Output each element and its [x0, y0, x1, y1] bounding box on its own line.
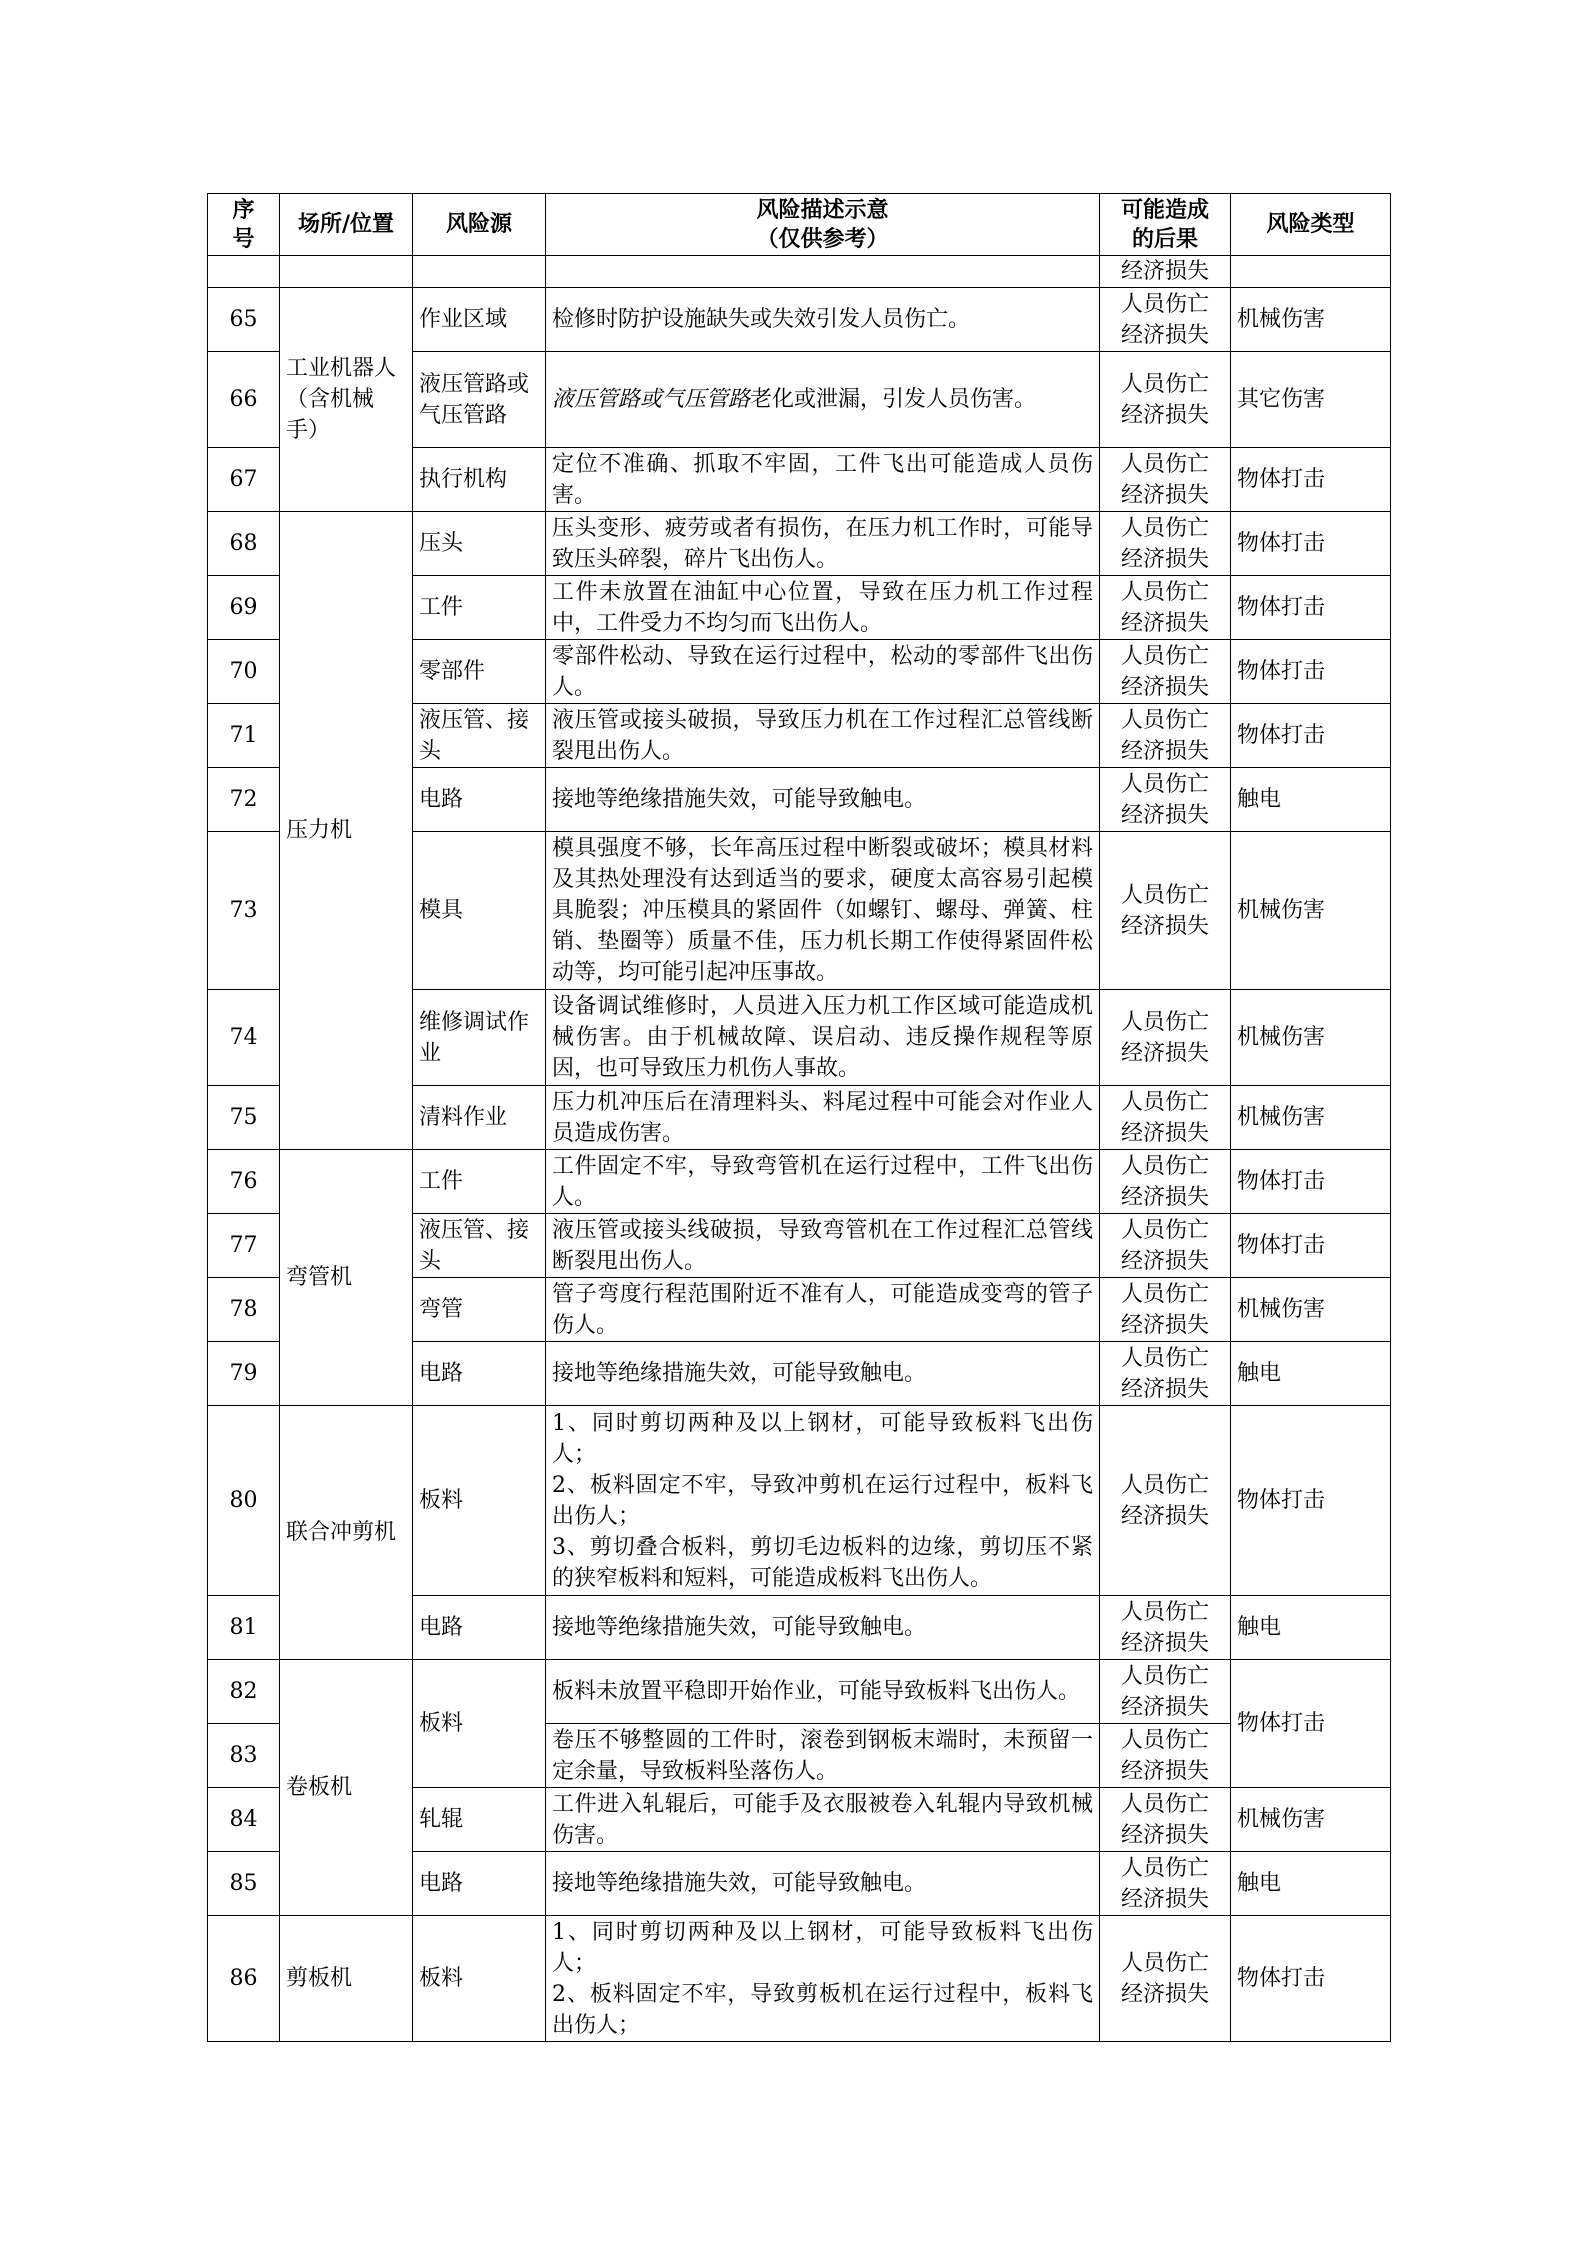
cell-source: 执行机构 [413, 448, 546, 512]
cell-no: 65 [208, 288, 280, 352]
header-location: 场所/位置 [280, 194, 413, 256]
cell-consequence [1100, 832, 1231, 990]
cell-type: 其它伤害 [1231, 352, 1391, 448]
cell-source: 电路 [413, 1342, 546, 1406]
consequence-line: 经济损失 [1120, 402, 1209, 428]
consequence-line: 人员伤亡 [1120, 1009, 1209, 1035]
cell-no: 83 [208, 1724, 280, 1788]
cell-consequence [1100, 640, 1231, 704]
cell-location: 剪板机 [280, 1916, 413, 2042]
cell-type: 物体打击 [1231, 1660, 1391, 1788]
cell-consequence [1100, 1086, 1231, 1150]
consequence-line: 人员伤亡 [1120, 1153, 1209, 1179]
consequence-line: 经济损失 [1120, 1376, 1209, 1402]
consequence-line: 经济损失 [1120, 1184, 1209, 1210]
description-text: 老化或泄漏，引发人员伤害。 [750, 387, 1037, 412]
cell-source: 板料 [413, 1660, 546, 1788]
cell-description: 接地等绝缘措施失效，可能导致触电。 [546, 1596, 1100, 1660]
table-row [208, 1150, 1391, 1214]
consequence-line: 人员伤亡 [1120, 1599, 1209, 1625]
consequence-line: 人员伤亡 [1120, 1855, 1209, 1881]
consequence-line: 经济损失 [1120, 482, 1209, 508]
cell-type: 触电 [1231, 768, 1391, 832]
consequence-line: 经济损失 [1120, 1981, 1209, 2007]
cell-location: 弯管机 [280, 1150, 413, 1406]
consequence-line: 人员伤亡 [1120, 1663, 1209, 1689]
consequence-line: 人员伤亡 [1120, 1950, 1209, 1976]
cell-source: 轧辊 [413, 1788, 546, 1852]
consequence-line: 经济损失 [1120, 1694, 1209, 1720]
cell-consequence [1100, 1406, 1231, 1596]
cell-consequence [1100, 352, 1231, 448]
consequence-line: 人员伤亡 [1120, 1472, 1209, 1498]
cell-type [1231, 256, 1391, 288]
cell-type: 机械伤害 [1231, 990, 1391, 1086]
consequence-line: 经济损失 [1120, 1630, 1209, 1656]
consequence-line: 人员伤亡 [1120, 1281, 1209, 1307]
cell-type: 物体打击 [1231, 448, 1391, 512]
cell-consequence [1100, 1724, 1231, 1788]
cell-source: 清料作业 [413, 1086, 546, 1150]
consequence-line: 经济损失 [1120, 610, 1209, 636]
cell-type: 机械伤害 [1231, 1278, 1391, 1342]
cell-no: 70 [208, 640, 280, 704]
cell-type: 物体打击 [1231, 1150, 1391, 1214]
cell-source: 电路 [413, 1596, 546, 1660]
cell-no: 66 [208, 352, 280, 448]
table-row [208, 1406, 1391, 1596]
cell-consequence [1100, 990, 1231, 1086]
consequence-line: 经济损失 [1120, 546, 1209, 572]
cell-description: 压力机冲压后在清理料头、料尾过程中可能会对作业人员造成伤害。 [546, 1086, 1100, 1150]
cell-no [208, 256, 280, 288]
cell-consequence [1100, 1214, 1231, 1278]
cell-no: 72 [208, 768, 280, 832]
cell-type: 机械伤害 [1231, 832, 1391, 990]
cell-description: 定位不准确、抓取不牢固，工件飞出可能造成人员伤害。 [546, 448, 1100, 512]
cell-description: 工件未放置在油缸中心位置，导致在压力机工作过程中，工件受力不均匀而飞出伤人。 [546, 576, 1100, 640]
consequence-line: 人员伤亡 [1120, 643, 1209, 669]
cell-source: 模具 [413, 832, 546, 990]
cell-no: 85 [208, 1852, 280, 1916]
cell-no: 73 [208, 832, 280, 990]
cell-type: 物体打击 [1231, 512, 1391, 576]
cell-no: 77 [208, 1214, 280, 1278]
cell-no: 71 [208, 704, 280, 768]
cell-type: 触电 [1231, 1596, 1391, 1660]
consequence-line: 人员伤亡 [1120, 579, 1209, 605]
cell-type: 物体打击 [1231, 640, 1391, 704]
cell-location: 工业机器人（含机械手） [280, 288, 413, 512]
cell-description: 管子弯度行程范围附近不准有人，可能造成变弯的管子伤人。 [546, 1278, 1100, 1342]
consequence-line: 经济损失 [1120, 1312, 1209, 1338]
cell-no: 67 [208, 448, 280, 512]
cell-source: 电路 [413, 1852, 546, 1916]
cell-consequence [1100, 1788, 1231, 1852]
cell-consequence [1100, 1660, 1231, 1724]
header-type: 风险类型 [1231, 194, 1391, 256]
cell-description [546, 256, 1100, 288]
cell-location [280, 256, 413, 288]
cell-no: 81 [208, 1596, 280, 1660]
consequence-line: 人员伤亡 [1120, 1089, 1209, 1115]
header-description: 风险描述示意 （仅供参考） [546, 194, 1100, 256]
consequence-line: 经济损失 [1120, 802, 1209, 828]
consequence-line: 人员伤亡 [1120, 882, 1209, 908]
cell-source: 电路 [413, 768, 546, 832]
consequence-line: 人员伤亡 [1120, 1791, 1209, 1817]
cell-source: 板料 [413, 1406, 546, 1596]
cell-consequence [1100, 1342, 1231, 1406]
cell-description: 压头变形、疲劳或者有损伤，在压力机工作时，可能导致压头碎裂，碎片飞出伤人。 [546, 512, 1100, 576]
cell-type: 物体打击 [1231, 704, 1391, 768]
cell-no: 82 [208, 1660, 280, 1724]
cell-no: 80 [208, 1406, 280, 1596]
cell-source: 零部件 [413, 640, 546, 704]
cell-description: 卷压不够整圆的工件时，滚卷到钢板末端时，未预留一定余量，导致板料坠落伤人。 [546, 1724, 1100, 1788]
description-italic: 液压管路或气压管路 [552, 387, 751, 412]
consequence-line: 经济损失 [1120, 1040, 1209, 1066]
cell-consequence [1100, 768, 1231, 832]
cell-no: 68 [208, 512, 280, 576]
cell-description: 零部件松动、导致在运行过程中，松动的零部件飞出伤人。 [546, 640, 1100, 704]
table-row [208, 1916, 1391, 2042]
table-row [208, 1660, 1391, 1724]
cell-consequence [1100, 448, 1231, 512]
cell-no: 84 [208, 1788, 280, 1852]
consequence-line: 人员伤亡 [1120, 771, 1209, 797]
cell-type: 触电 [1231, 1852, 1391, 1916]
cell-description: 液压管或接头破损，导致压力机在工作过程汇总管线断裂甩出伤人。 [546, 704, 1100, 768]
cell-consequence [1100, 704, 1231, 768]
consequence-line: 人员伤亡 [1120, 515, 1209, 541]
consequence-line: 经济损失 [1120, 1886, 1209, 1912]
consequence-line: 经济损失 [1120, 1120, 1209, 1146]
cell-source: 板料 [413, 1916, 546, 2042]
cell-consequence [1100, 1278, 1231, 1342]
table-row [208, 288, 1391, 352]
cell-description: 工件进入轧辊后，可能手及衣服被卷入轧辊内导致机械伤害。 [546, 1788, 1100, 1852]
cell-type: 物体打击 [1231, 1214, 1391, 1278]
header-consequence: 可能造成 的后果 [1100, 194, 1231, 256]
consequence-line: 人员伤亡 [1120, 451, 1209, 477]
consequence-line: 经济损失 [1120, 913, 1209, 939]
cell-description: 1、同时剪切两种及以上钢材，可能导致板料飞出伤人； 2、板料固定不牢，导致剪板机在运行过程中，板料飞出伤人； [546, 1916, 1100, 2042]
cell-description: 工件固定不牢，导致弯管机在运行过程中，工件飞出伤人。 [546, 1150, 1100, 1214]
cell-type: 机械伤害 [1231, 1788, 1391, 1852]
consequence-line: 人员伤亡 [1120, 1217, 1209, 1243]
cell-no: 74 [208, 990, 280, 1086]
consequence-line: 人员伤亡 [1120, 371, 1209, 397]
cell-source: 液压管路或气压管路 [413, 352, 546, 448]
consequence-line: 经济损失 [1120, 674, 1209, 700]
cell-consequence [1100, 1596, 1231, 1660]
cell-type: 物体打击 [1231, 576, 1391, 640]
cell-no: 75 [208, 1086, 280, 1150]
cell-source: 弯管 [413, 1278, 546, 1342]
cell-description: 板料未放置平稳即开始作业，可能导致板料飞出伤人。 [546, 1660, 1100, 1724]
cell-source: 作业区域 [413, 288, 546, 352]
cell-source: 工件 [413, 576, 546, 640]
consequence-line: 经济损失 [1120, 1248, 1209, 1274]
cell-description: 接地等绝缘措施失效，可能导致触电。 [546, 1342, 1100, 1406]
header-source: 风险源 [413, 194, 546, 256]
consequence-line: 经济损失 [1120, 322, 1209, 348]
cell-description: 模具强度不够，长年高压过程中断裂或破坏；模具材料及其热处理没有达到适当的要求，硬度太高容易引起模具脆裂；冲压模具的紧固件（如螺钉、螺母、弹簧、柱销、垫圈等）质量不佳，压力机长期工作使得紧固件松动等，均可能引起冲压事故。 [546, 832, 1100, 990]
cell-source: 工件 [413, 1150, 546, 1214]
consequence-line: 经济损失 [1120, 1503, 1209, 1529]
consequence-line: 人员伤亡 [1120, 291, 1209, 317]
cell-no: 69 [208, 576, 280, 640]
consequence-line: 经济损失 [1120, 1822, 1209, 1848]
cell-source [413, 256, 546, 288]
cell-source: 维修调试作业 [413, 990, 546, 1086]
cell-source: 液压管、接头 [413, 1214, 546, 1278]
cell-consequence [1100, 576, 1231, 640]
cell-type: 机械伤害 [1231, 288, 1391, 352]
header-row [208, 194, 1391, 256]
cell-description: 液压管或接头线破损，导致弯管机在工作过程汇总管线断裂甩出伤人。 [546, 1214, 1100, 1278]
cell-consequence [1100, 1150, 1231, 1214]
table-row [208, 256, 1391, 288]
consequence-line: 经济损失 [1120, 1758, 1209, 1784]
cell-type: 机械伤害 [1231, 1086, 1391, 1150]
consequence-line: 人员伤亡 [1120, 1727, 1209, 1753]
cell-type: 触电 [1231, 1342, 1391, 1406]
cell-description [546, 352, 1100, 448]
header-no: 序 号 [208, 194, 280, 256]
cell-no: 76 [208, 1150, 280, 1214]
consequence-line: 经济损失 [1120, 738, 1209, 764]
cell-type: 物体打击 [1231, 1916, 1391, 2042]
cell-location: 卷板机 [280, 1660, 413, 1916]
consequence-line: 人员伤亡 [1120, 707, 1209, 733]
cell-location: 压力机 [280, 512, 413, 1150]
cell-description: 接地等绝缘措施失效，可能导致触电。 [546, 1852, 1100, 1916]
cell-source: 压头 [413, 512, 546, 576]
cell-consequence [1100, 1852, 1231, 1916]
cell-source: 液压管、接头 [413, 704, 546, 768]
cell-consequence: 经济损失 [1100, 256, 1231, 288]
cell-description: 检修时防护设施缺失或失效引发人员伤亡。 [546, 288, 1100, 352]
risk-table [207, 193, 1391, 2042]
cell-location: 联合冲剪机 [280, 1406, 413, 1660]
consequence-line: 人员伤亡 [1120, 1345, 1209, 1371]
cell-no: 86 [208, 1916, 280, 2042]
table-row [208, 512, 1391, 576]
cell-description: 1、同时剪切两种及以上钢材，可能导致板料飞出伤人； 2、板料固定不牢，导致冲剪机在运行过程中，板料飞出伤人； 3、剪切叠合板料，剪切毛边板料的边缘，剪切压不紧的狭窄板料和短料，可能造成板料飞出伤人。 [546, 1406, 1100, 1596]
cell-consequence [1100, 1916, 1231, 2042]
cell-no: 79 [208, 1342, 280, 1406]
cell-description: 设备调试维修时，人员进入压力机工作区域可能造成机械伤害。由于机械故障、误启动、违反操作规程等原因，也可导致压力机伤人事故。 [546, 990, 1100, 1086]
cell-no: 78 [208, 1278, 280, 1342]
cell-consequence [1100, 512, 1231, 576]
cell-consequence [1100, 288, 1231, 352]
cell-description: 接地等绝缘措施失效，可能导致触电。 [546, 768, 1100, 832]
cell-type: 物体打击 [1231, 1406, 1391, 1596]
